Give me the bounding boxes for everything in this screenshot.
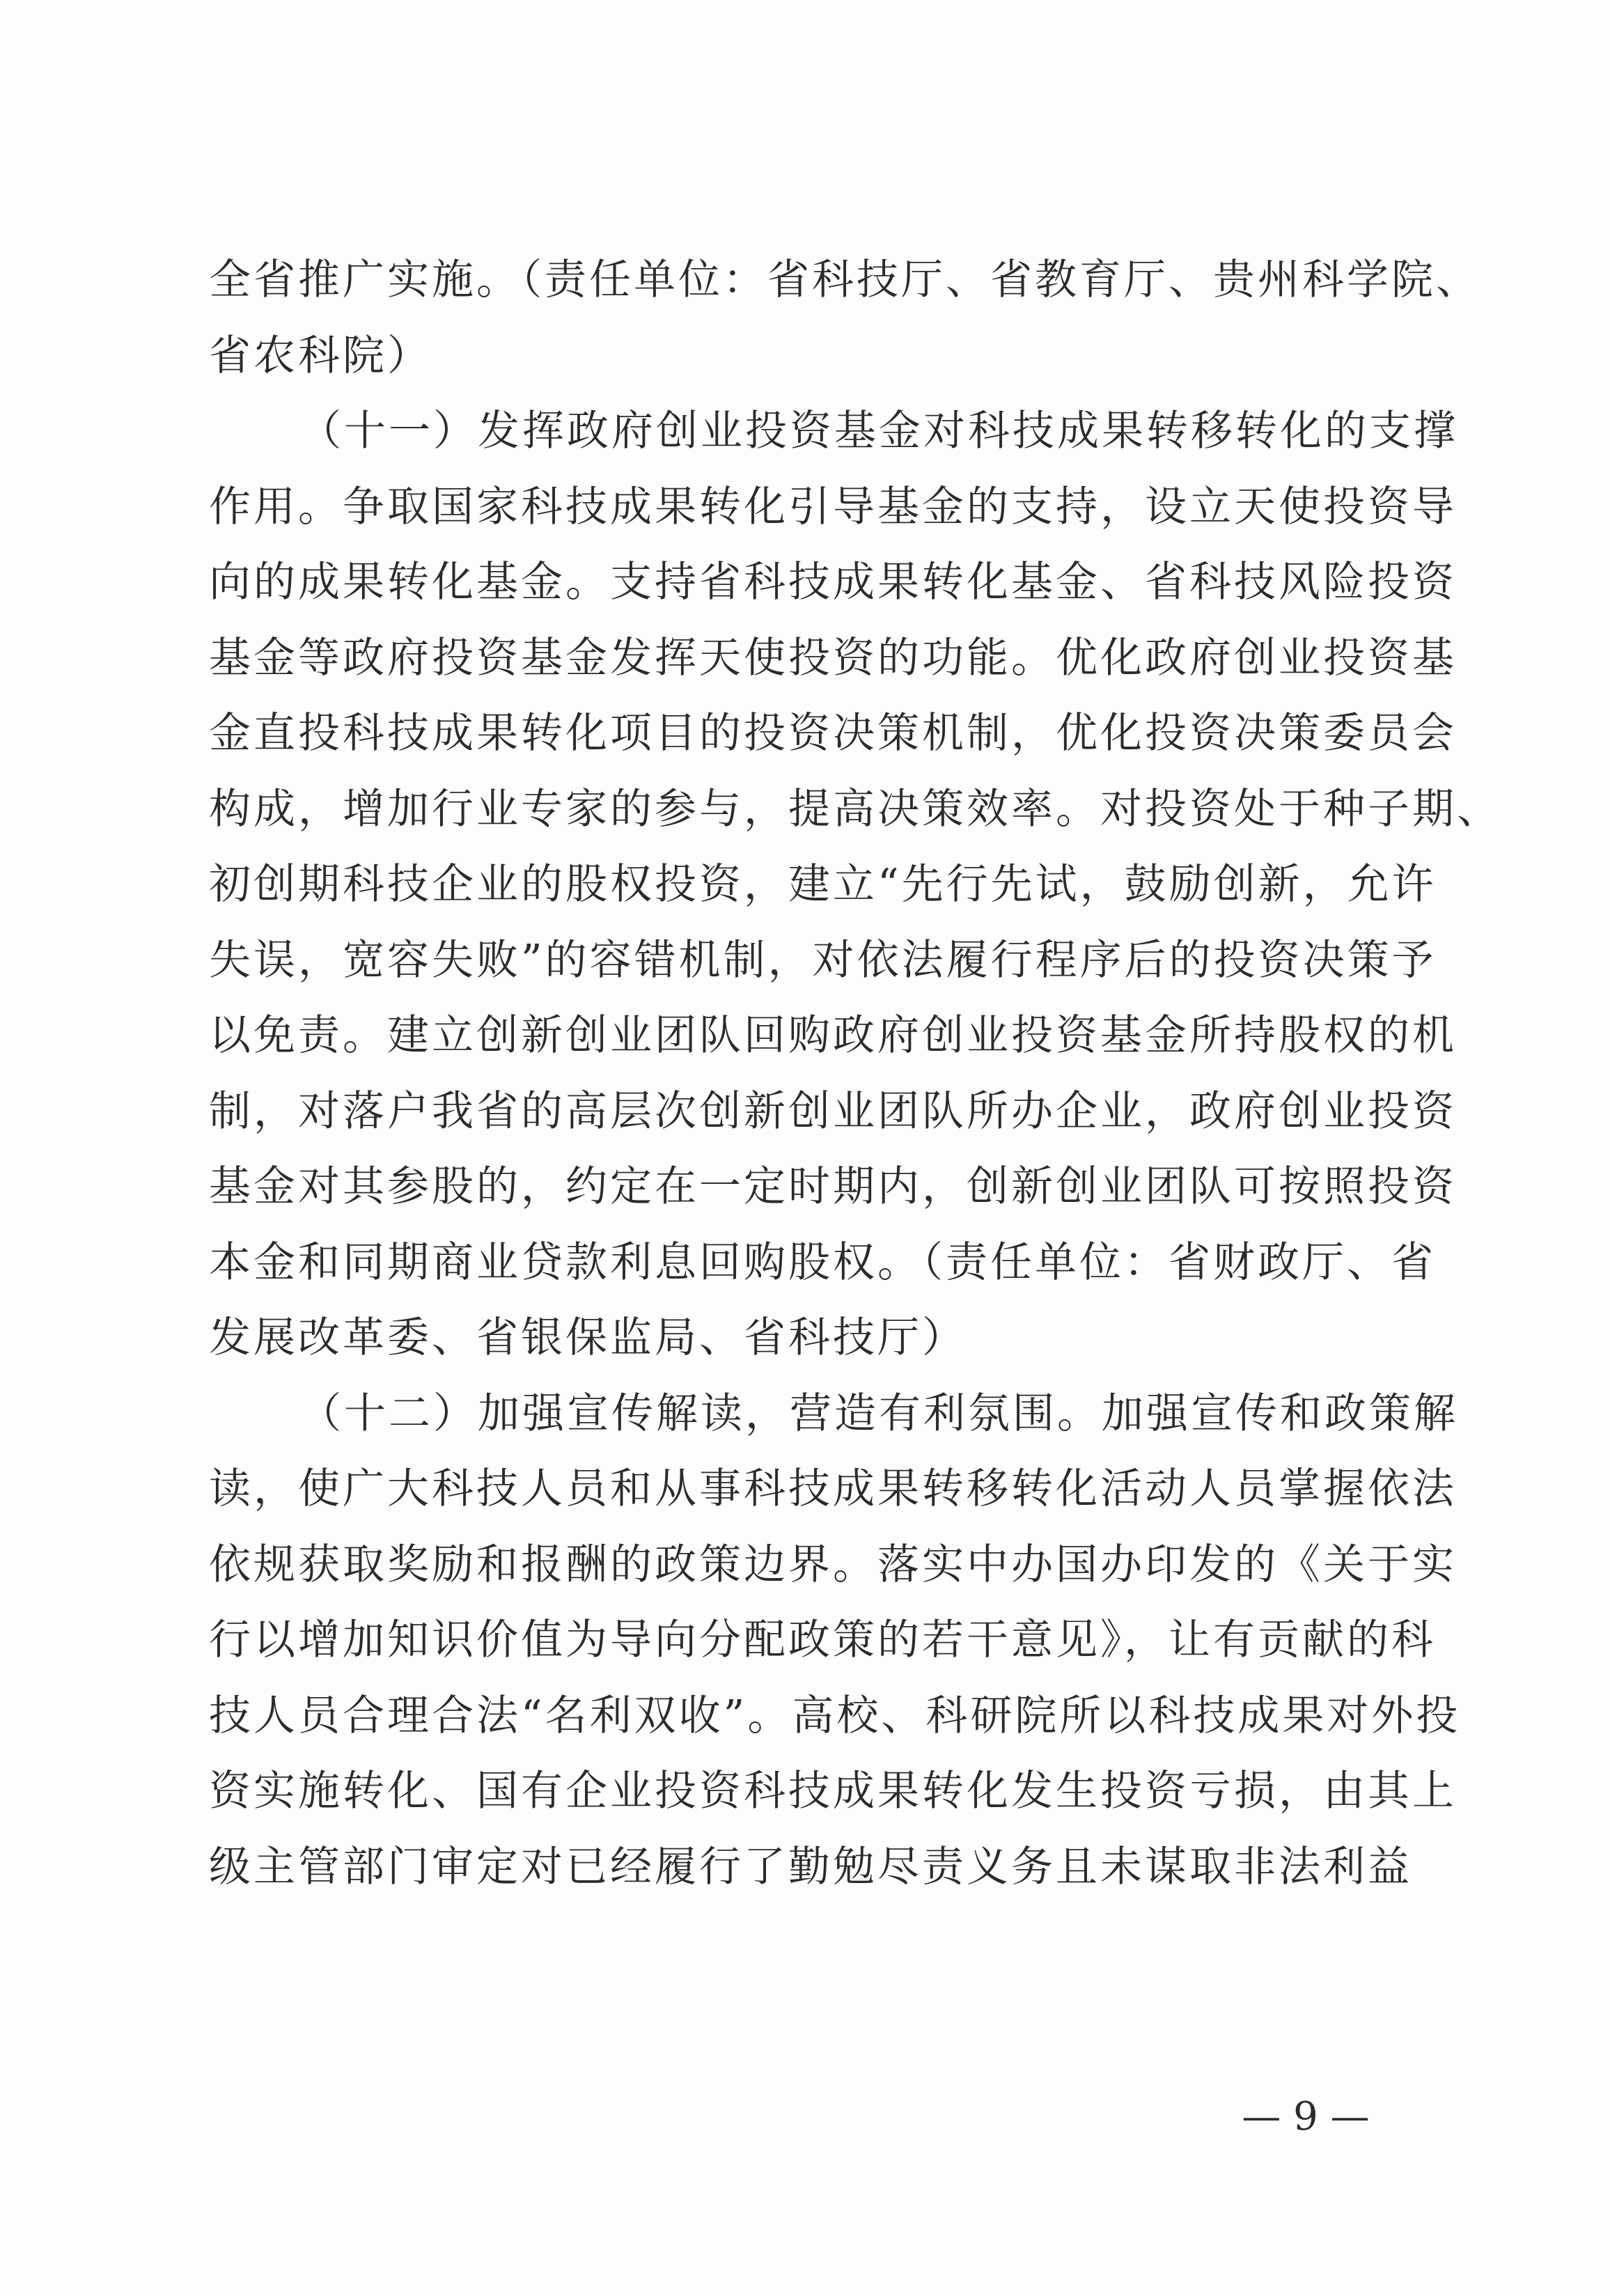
text-line: 初创期科技企业的股权投资，建立“先行先试，鼓励创新，允许 — [209, 860, 1437, 909]
text-line: 行以增加知识价值为导向分配政策的若干意见》，让有贡献的科 — [209, 1616, 1436, 1664]
paragraph-heading-12: （十二）加强宣传解读，营造有利氛围。加强宣传和政策解 — [299, 1389, 1458, 1438]
text-line: 制，对落户我省的高层次创新创业团队所办企业，政府创业投资 — [209, 1086, 1457, 1136]
document-body — [209, 242, 1501, 1905]
text-line: 以免责。建立创新创业团队回购政府创业投资基金所持股权的机 — [209, 1011, 1457, 1060]
text-line: 失误，宽容失败”的容错机制，对依法履行程序后的投资决策予 — [209, 935, 1437, 985]
text-line: 依规获取奖励和报酬的政策边界。落实中办国办印发的《关于实 — [209, 1540, 1457, 1589]
text-line: 级主管部门审定对已经履行了勤勉尽责义务且未谋取非法利益 — [209, 1842, 1412, 1891]
text-line: 基金等政府投资基金发挥天使投资的功能。优化政府创业投资基 — [209, 633, 1457, 682]
text-line: 金直投科技成果转化项目的投资决策机制，优化投资决策委员会 — [209, 709, 1457, 758]
text-line: 构成，增加行业专家的参与，提高决策效率。对投资处于种子期、 — [209, 784, 1501, 834]
text-line: 本金和同期商业贷款利息回购股权。（责任单位：省财政厅、省 — [209, 1237, 1436, 1287]
text-line: 全省推广实施。（责任单位：省科技厅、省教育厅、贵州科学院、 — [209, 256, 1480, 304]
text-line: 向的成果转化基金。支持省科技成果转化基金、省科技风险投资 — [209, 558, 1457, 607]
text-line: 省农科院） — [209, 331, 432, 380]
page-number: — 9 — — [1242, 2094, 1370, 2139]
text-line: 基金对其参股的，约定在一定时期内，创新创业团队可按照投资 — [209, 1162, 1457, 1211]
paragraph-heading-11: （十一）发挥政府创业投资基金对科技成果转移转化的支撑 — [299, 407, 1458, 455]
text-line: 资实施转化、国有企业投资科技成果转化发生投资亏损，由其上 — [209, 1767, 1457, 1815]
text-line: 作用。争取国家科技成果转化引导基金的支持，设立天使投资导 — [209, 482, 1457, 531]
text-line: 发展改革委、省银保监局、省科技厅） — [209, 1313, 967, 1362]
text-line: 技人员合理合法“名利双收”。高校、科研院所以科技成果对外投 — [209, 1691, 1461, 1740]
text-line: 读，使广大科技人员和从事科技成果转移转化活动人员掌握依法 — [209, 1465, 1457, 1513]
